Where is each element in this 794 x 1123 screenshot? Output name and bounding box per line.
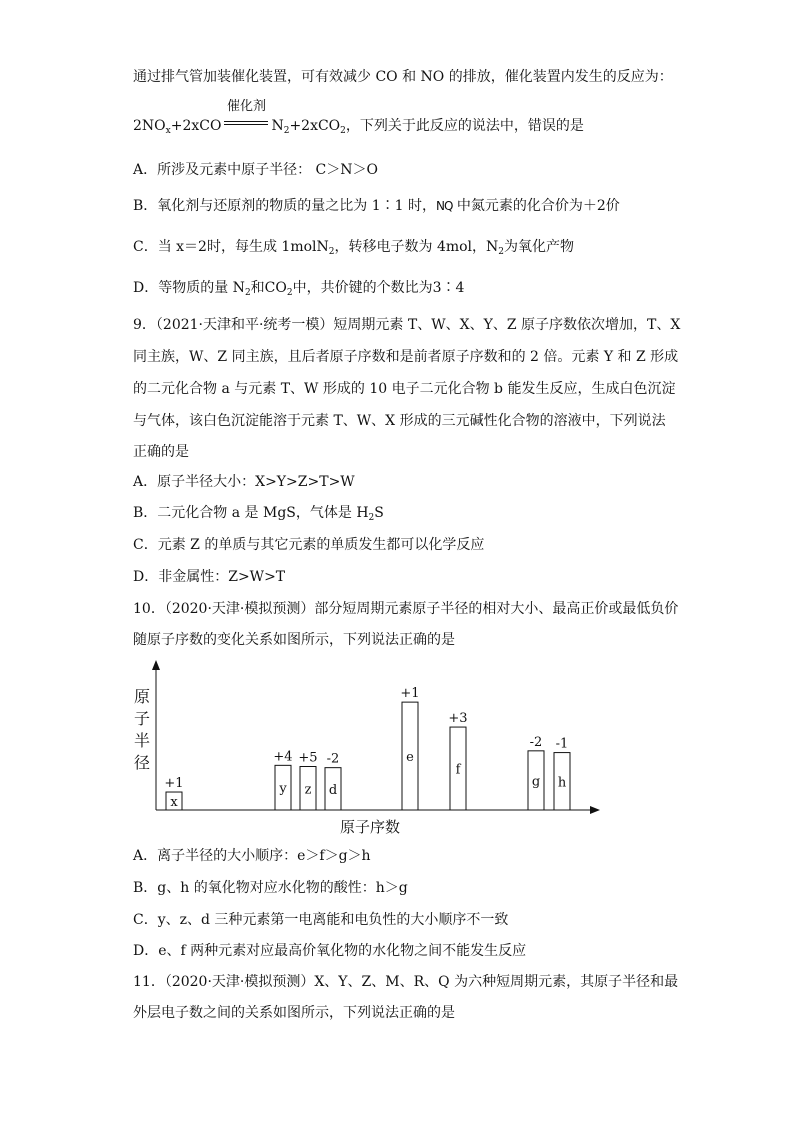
q10-option-b: B．g、h 的氧化物对应水化物的酸性：h＞g xyxy=(133,880,408,896)
eq-left-a: 2NO xyxy=(133,118,166,134)
bar-label-y: y xyxy=(279,781,287,797)
catalyst-label: 催化剂 xyxy=(226,99,266,114)
q10-stem-line1: 10．（2020·天津·模拟预测）部分短周期元素原子半径的相对大小、最高正价或最低负价 xyxy=(133,601,679,617)
x-axis-label: 原子序数 xyxy=(339,818,401,836)
q9-stem-line4: 与气体，该白色沉淀能溶于元素 T、W、X 形成的三元碱性化合物的溶液中，下列说法 xyxy=(133,413,666,429)
q8-optd-pre: D．等物质的量 N xyxy=(133,280,245,296)
q9-optb-pre: B．二元化合物 a 是 MgS，气体是 H xyxy=(133,505,369,521)
atomic-radius-chart xyxy=(130,660,610,840)
y-axis-arrow xyxy=(152,660,160,670)
q9-optb-post: S xyxy=(374,505,384,521)
valence-label-g: -2 xyxy=(529,734,543,750)
y-axis-label-char: 半 xyxy=(133,731,151,750)
eq-right-sub2: 2 xyxy=(340,126,346,136)
bar-label-d: d xyxy=(328,782,338,798)
eq-right-b: +2xCO xyxy=(289,118,341,134)
q8-optc-sub: 2 xyxy=(328,247,335,257)
q10-option-c: C．y、z、d 三种元素第一电离能和电负性的大小顺序不一致 xyxy=(133,912,509,928)
q8-optb-post: 中氮元素的化合价为＋2价 xyxy=(452,198,620,214)
q8-optc-post: 为氧化产物 xyxy=(504,239,575,255)
q10-option-d: D．e、f 两种元素对应最高价氧化物的水化物之间不能发生反应 xyxy=(133,943,527,959)
y-axis-label-char: 子 xyxy=(133,709,151,728)
q9-stem-line1: 9．（2021·天津和平·统考一模）短周期元素 T、W、X、Y、Z 原子序数依次增加，T、X xyxy=(133,317,681,333)
equilibrium-arrow xyxy=(222,99,270,132)
q8-intro-line: 通过排气管加装催化装置，可有效减少 CO 和 NO 的排放，催化装置内发生的反应为： xyxy=(133,69,673,85)
bar-label-e: e xyxy=(406,750,414,766)
q9-option-d: D．非金属性：Z>W>T xyxy=(133,569,286,585)
q11-stem-line1: 11．（2020·天津·模拟预测）X、Y、Z、M、R、Q 为六种短周期元素，其原子半径和最 xyxy=(133,974,679,990)
q9-option-b xyxy=(133,503,384,528)
eq-right-sub1: 2 xyxy=(283,126,290,136)
q10-option-a: A．离子半径的大小顺序：e＞f＞g＞h xyxy=(133,848,371,864)
y-axis-label xyxy=(134,687,150,772)
q8-optd-mid: 和CO xyxy=(250,280,287,296)
x-axis-arrow xyxy=(590,806,600,814)
eq-left-b: +2xCO xyxy=(170,118,222,134)
eq-right-a: N xyxy=(271,118,284,134)
q9-optb-sub: 2 xyxy=(368,513,375,523)
valence-label-x: +1 xyxy=(164,776,184,792)
valence-label-z: +5 xyxy=(298,750,318,766)
bars-group xyxy=(164,686,570,810)
q9-stem-line5: 正确的是 xyxy=(133,444,189,460)
q8-option-c xyxy=(133,237,574,262)
q11-stem-line2: 外层电子数之间的关系如图所示，下列说法正确的是 xyxy=(133,1005,455,1021)
q8-optd-post: 中，共价键的个数比为3∶4 xyxy=(292,280,465,296)
valence-label-d: -2 xyxy=(326,751,340,767)
eq-left-sub: x xyxy=(165,126,171,136)
bar-label-g: g xyxy=(531,774,541,790)
q9-stem-line3: 的二元化合物 a 与元素 T、W 形成的 10 电子二元化合物 b 能发生反应，生成白色沉淀 xyxy=(133,381,676,397)
y-axis-label-char: 径 xyxy=(133,753,151,772)
nq-glyph: NQ xyxy=(436,199,453,213)
q9-stem-line2: 同主族，W、Z 同主族，且后者原子序数和是前者原子序数和的 2 倍。元素 Y 和 Z 形成 xyxy=(133,349,679,365)
bar-label-f: f xyxy=(455,762,461,778)
y-axis-label-char: 原 xyxy=(133,687,151,706)
valence-label-e: +1 xyxy=(400,686,420,702)
q8-optd-sub2: 2 xyxy=(286,288,293,298)
bar-label-x: x xyxy=(170,795,178,811)
bar-label-z: z xyxy=(304,782,312,798)
q9-option-a: A．原子半径大小：X>Y>Z>T>W xyxy=(133,474,355,490)
bar-label-h: h xyxy=(557,775,567,791)
q8-optb-pre: B．氧化剂与还原剂的物质的量之比为 1∶1 时， xyxy=(133,198,437,214)
eq-tail: ，下列关于此反应的说法中，错误的是 xyxy=(345,118,584,134)
q9-option-c: C．元素 Z 的单质与其它元素的单质发生都可以化学反应 xyxy=(133,537,485,553)
valence-label-h: -1 xyxy=(555,736,569,752)
q8-equation xyxy=(133,99,584,141)
valence-label-y: +4 xyxy=(273,749,293,765)
q10-stem-line2: 随原子序数的变化关系如图所示，下列说法正确的是 xyxy=(133,632,455,648)
q8-optc-sub2: 2 xyxy=(498,247,505,257)
q8-option-b xyxy=(133,196,620,216)
valence-label-f: +3 xyxy=(448,711,468,727)
q8-optc-pre: C．当 x＝2时，每生成 1molN xyxy=(133,239,329,255)
q8-option-d xyxy=(133,278,464,303)
q8-option-a: A．所涉及元素中原子半径： C＞N＞O xyxy=(133,162,378,178)
q8-optd-sub: 2 xyxy=(244,288,251,298)
q8-optc-mid: ，转移电子数为 4mol，N xyxy=(334,239,499,255)
